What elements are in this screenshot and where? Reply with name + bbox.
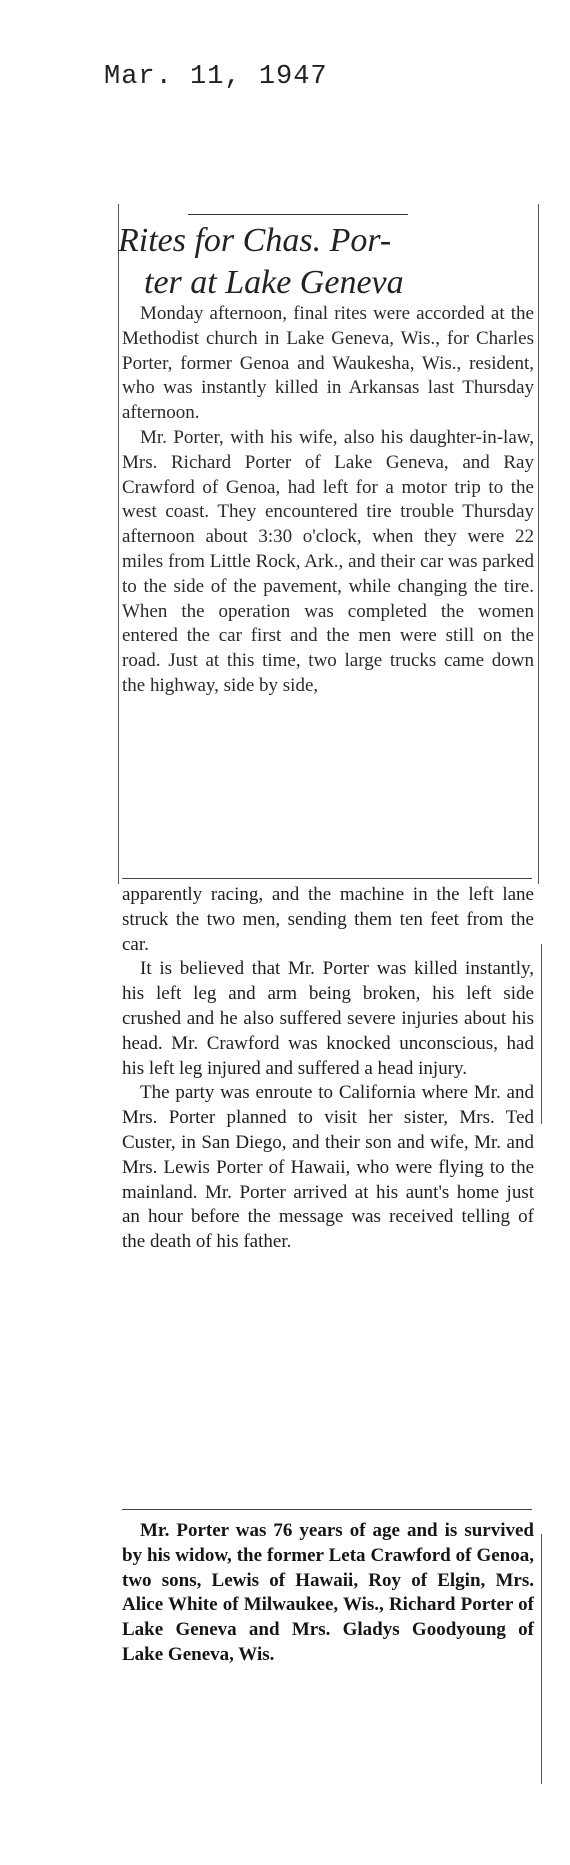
article-headline bbox=[118, 220, 538, 304]
clipping-right-edge-mid bbox=[541, 944, 542, 1124]
clipping-right-edge bbox=[538, 204, 539, 884]
clipping-right-edge-low bbox=[541, 1534, 542, 1784]
clipping-left-edge bbox=[118, 204, 119, 884]
article-paragraph: Mr. Porter, with his wife, also his daughter-in-law, Mrs. Richard Porter of Lake Geneva, and Ray Crawford of Genoa, had left for a motor trip to the west coast. They encountered tire trouble Thursday afternoon about 3:30 o'clock, when they were 22 miles from Little Rock, Ark., and their car was parked to the side of the pavement, while changing the tire. When the operation was completed the women entered the car first and the men were still on the road. Just at this time, two large trucks came down the highway, side by side, bbox=[122, 426, 534, 696]
headline-rule bbox=[188, 214, 408, 215]
headline-line-2: ter at Lake Geneva bbox=[144, 264, 404, 301]
article-paragraph: apparently racing, and the machine in the left lane struck the two men, sending them ten feet from the car. bbox=[122, 884, 534, 955]
article-paragraph: Monday afternoon, final rites were accorded at the Methodist church in Lake Geneva, Wis., for Charles Porter, former Genoa and Waukesha, Wis., resident, who was instantly killed in Arkansas last Thursday afternoon. bbox=[122, 303, 534, 424]
article-paragraph: Mr. Porter was 76 years of age and is survived by his widow, the former Leta Crawford of Genoa, two sons, Lewis of Hawaii, Roy of Elgin, Mrs. Alice White of Milwaukee, Wis., Richard Porter of Lake Geneva and Mrs. Gladys Goodyoung of Lake Geneva, Wis. bbox=[122, 1520, 534, 1665]
clipping-seam bbox=[122, 878, 532, 879]
date-stamp: Mar. 11, 1947 bbox=[104, 62, 328, 92]
article-paragraph: It is believed that Mr. Porter was killed instantly, his left leg and arm being broken, his left side crushed and he also suffered severe injuries about his head. Mr. Crawford was knocked unconscious, had his left leg injured and suffered a head injury. bbox=[122, 958, 534, 1079]
article-body-part-1 bbox=[122, 302, 534, 699]
clipping-seam bbox=[122, 1509, 532, 1510]
article-body-part-3 bbox=[122, 1519, 534, 1668]
newspaper-clipping bbox=[118, 204, 538, 1804]
article-body-part-2 bbox=[122, 883, 534, 1255]
article-paragraph: The party was enroute to California where Mr. and Mrs. Porter planned to visit her sister, Mrs. Ted Custer, in San Diego, and their son and wife, Mr. and Mrs. Lewis Porter of Hawaii, who were flying to the mainland. Mr. Porter arrived at his aunt's home just an hour before the message was received telling of the death of his father. bbox=[122, 1082, 534, 1253]
headline-line-1: Rites for Chas. Por- bbox=[118, 222, 392, 259]
